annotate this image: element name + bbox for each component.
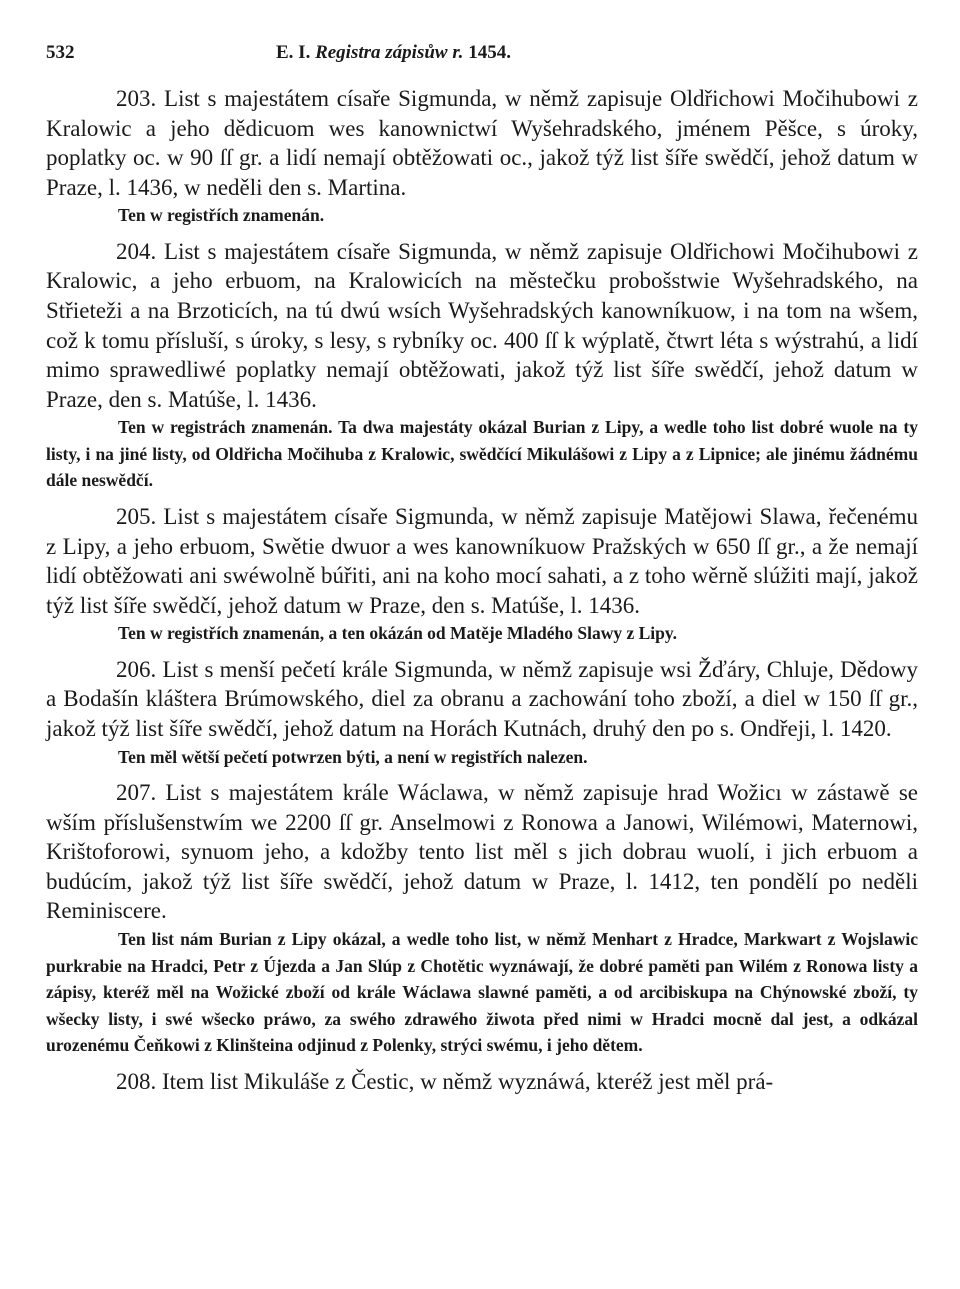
entry-204	[46, 237, 918, 415]
entry-text: List s majestátem císaře Sigmunda, w němž zapisuje Oldřichowi Močihubowi z Kralowic, a jeho erbuom, na Kralowicích na městečku probošstwie Wyšehradského, na Střieteži a na Brzoticích, na tú dwú wsích Wyšehradských kanowníkuow, i na tom na wšem, což k tomu přísluší, s úroky, s lesy, s rybníky oc. 400 ſſ k wýplatě, čtwrt léta s wýstrahú, a lidí mimo sprawedliwé poplatky nemají obtěžowati, jakož týž list šíře swědčí, jehož datum w Praze, den s. Matúše, l. 1436.	[46, 238, 918, 412]
entry-207	[46, 778, 918, 926]
entry-number: 203.	[116, 86, 157, 111]
entry-number: 204.	[116, 238, 157, 264]
entry-text: List s menší pečetí krále Sigmunda, w němž zapisuje wsi Žďáry, Chluje, Dědowy a Bodašín kláštera Brúmowského, diel za obranu a zachowání toho zboží, a diel w 150 ſſ gr., jakož týž list šíře swědčí, jehož datum na Horách Kutnách, druhý den po s. Ondřeji, l. 1420.	[46, 656, 918, 741]
running-header	[46, 42, 918, 76]
entry-note: Ten w registřích znamenán.	[118, 205, 325, 226]
title-prefix: E. I.	[276, 42, 311, 63]
entry-note: Ten list nám Burian z Lipy okázal, a wedle toho list, w němž Menhart z Hradce, Markwart z Wojslawic purkrabie na Hradci, Petr z Újezda a Jan Slúp z Chotětic wyznáwají, že dobré paměti pan Wilém z Ronowa listy a zápisy, kteréž měl na Wožické zboží od krále Wáclawa slawné paměti, a od arcibiskupa na Chýnowské zboží, ty wšecky listy, i swé wšecko práwo, za swého zdrawého žiwota před nimi w Hradci mocně dal jest, a odkázal urozenému Čeňkowi z Klinšteina odjinud z Polenky, strýci swému, i jeho dětem.	[46, 929, 918, 1056]
entry-note: Ten w registrách znamenán. Ta dwa majestáty okázal Burian z Lipy, a wedle toho list dobré wuole na ty listy, i na jiné listy, od Oldřicha Močihuba z Kralowic, swědčící Mikulášowi z Lipy a z Lipnice; ale jinému žádnému dále neswědčí.	[46, 417, 918, 491]
entry-208	[46, 1067, 918, 1097]
entry-number: 206.	[116, 656, 157, 682]
entry-number: 207.	[116, 780, 157, 806]
title-italic: Registra zápisůw r.	[315, 42, 464, 63]
entry-note: Ten měl wětší pečetí potwrzen býti, a není w registřích nalezen.	[118, 746, 588, 767]
entry-number: 205.	[116, 503, 157, 529]
entry-number: 208.	[116, 1068, 157, 1094]
entry-text: Item list Mikuláše z Čestic, w němž wyznáwá, kteréž jest měl prá-	[162, 1068, 774, 1094]
entry-text: List s majestátem císaře Sigmunda, w němž zapisuje Matějowi Slawa, řečenému z Lipy, a jeho erbuom, Swětie dwuor a wes kanowníkuow Pražských w 650 ſſ gr., a že nemají lidí obtěžowati ani swéwolně búřiti, ani na koho mocí sahati, a z toho wěrně slúžiti mají, jakož týž list šíře swědčí, jehož datum w Praze, den s. Matúše, l. 1436.	[46, 503, 918, 618]
entry-205	[46, 502, 918, 620]
document-body	[46, 84, 918, 1096]
entry-203	[46, 84, 918, 202]
entry-text: List s majestátem císaře Sigmunda, w němž zapisuje Oldřichowi Močihubowi z Kralowic a jeho dědicuom wes kanownictwí Wyšehradského, jménem Pěšce, s úroky, poplatky oc. w 90 ſſ gr. a lidí nemají obtěžowati oc., jakož týž list šíře swědčí, jehož datum w Praze, l. 1436, w neděli den s. Martina.	[46, 86, 918, 200]
entry-206	[46, 655, 918, 744]
title-year: 1454.	[468, 42, 511, 63]
entry-note: Ten w registřích znamenán, a ten okázán od Matěje Mladého Slawy z Lipy.	[118, 623, 678, 644]
running-title	[276, 42, 918, 64]
entry-text: List s majestátem krále Wáclawa, w němž zapisuje hrad Wožicı w zástawě se wším příslušenstwím we 2200 ſſ gr. Anselmowi z Ronowa a Janowi, Wilémowi, Maternowi, Krištoforowi, synuom jeho, a kdožby tento list měl s jich dobrau wuolí, i jich erbuom a budúcím, jakož týž list šíře swědčí, jehož datum w Praze, l. 1412, ten pondělí po neděli Reminiscere.	[46, 780, 919, 924]
page-number: 532	[46, 42, 75, 63]
